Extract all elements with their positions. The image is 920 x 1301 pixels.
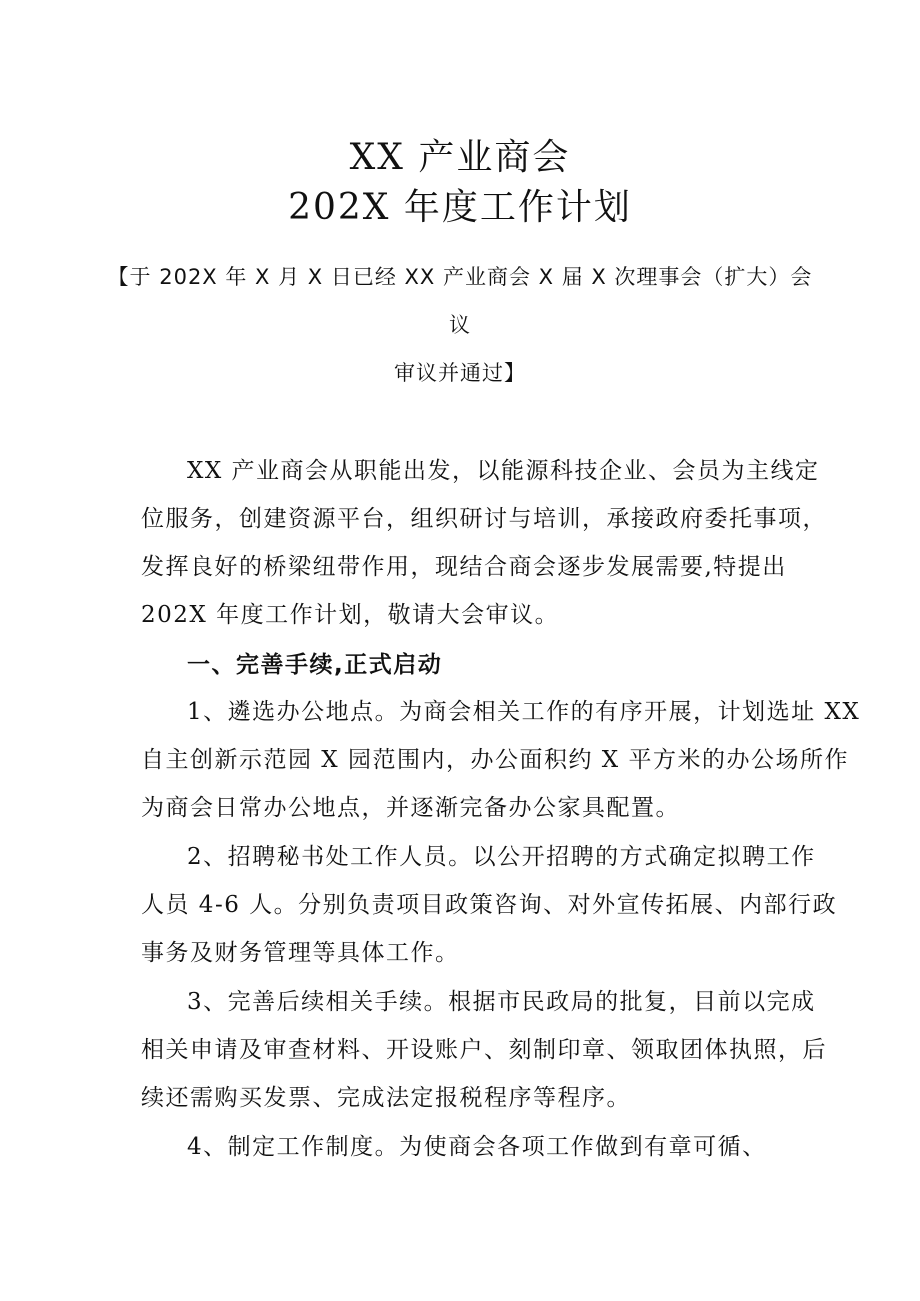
document-title-plan: 202X 年度工作计划: [288, 187, 632, 228]
text-line: 4、制定工作制度。为使商会各项工作做到有章可循、: [187, 1134, 767, 1160]
section-heading: 一、完善手续,正式启动: [187, 652, 443, 678]
text-line: 202X 年度工作计划，敬请大会审议。: [141, 602, 560, 628]
approval-note-line-3: 审议并通过】: [394, 361, 526, 385]
text-line: 事务及财务管理等具体工作。: [141, 940, 460, 966]
list-item-work-rules: [141, 1123, 791, 1171]
text-line: 相关申请及审查材料、开设账户、刻制印章、领取团体执照，后: [141, 1037, 827, 1063]
text-line: 1、遴选办公地点。为商会相关工作的有序开展，计划选址 XX: [187, 699, 861, 725]
intro-paragraph: [141, 447, 827, 639]
text-line: XX 产业商会从职能出发，以能源科技企业、会员为主线定: [187, 458, 820, 484]
text-line: 人员 4-6 人。分别负责项目政策咨询、对外宣传拓展、内部行政: [141, 892, 838, 918]
list-item-staff-recruitment: [141, 833, 838, 977]
text-line: 为商会日常办公地点，并逐渐完备办公家具配置。: [141, 795, 680, 821]
text-line: 发挥良好的桥梁纽带作用，现结合商会逐步发展需要,特提出: [141, 554, 787, 580]
text-line: 自主创新示范园 X 园范围内，办公面积约 X 平方米的办公场所作: [141, 747, 849, 773]
approval-note-line-2: 议: [449, 313, 471, 337]
document-title-organization: XX 产业商会: [349, 137, 571, 178]
text-line: 续还需购买发票、完成法定报税程序等程序。: [141, 1085, 631, 1111]
list-item-office-location: [141, 688, 861, 832]
approval-note-line-1: 【于 202X 年 X 月 X 日已经 XX 产业商会 X 届 X 次理事会（扩大）会: [107, 265, 813, 289]
list-item-procedures: [141, 978, 827, 1122]
text-line: 3、完善后续相关手续。根据市民政局的批复，目前以完成: [187, 989, 816, 1015]
text-line: 位服务，创建资源平台，组织研讨与培训，承接政府委托事项，: [141, 506, 827, 532]
text-line: 2、招聘秘书处工作人员。以公开招聘的方式确定拟聘工作: [187, 844, 816, 870]
